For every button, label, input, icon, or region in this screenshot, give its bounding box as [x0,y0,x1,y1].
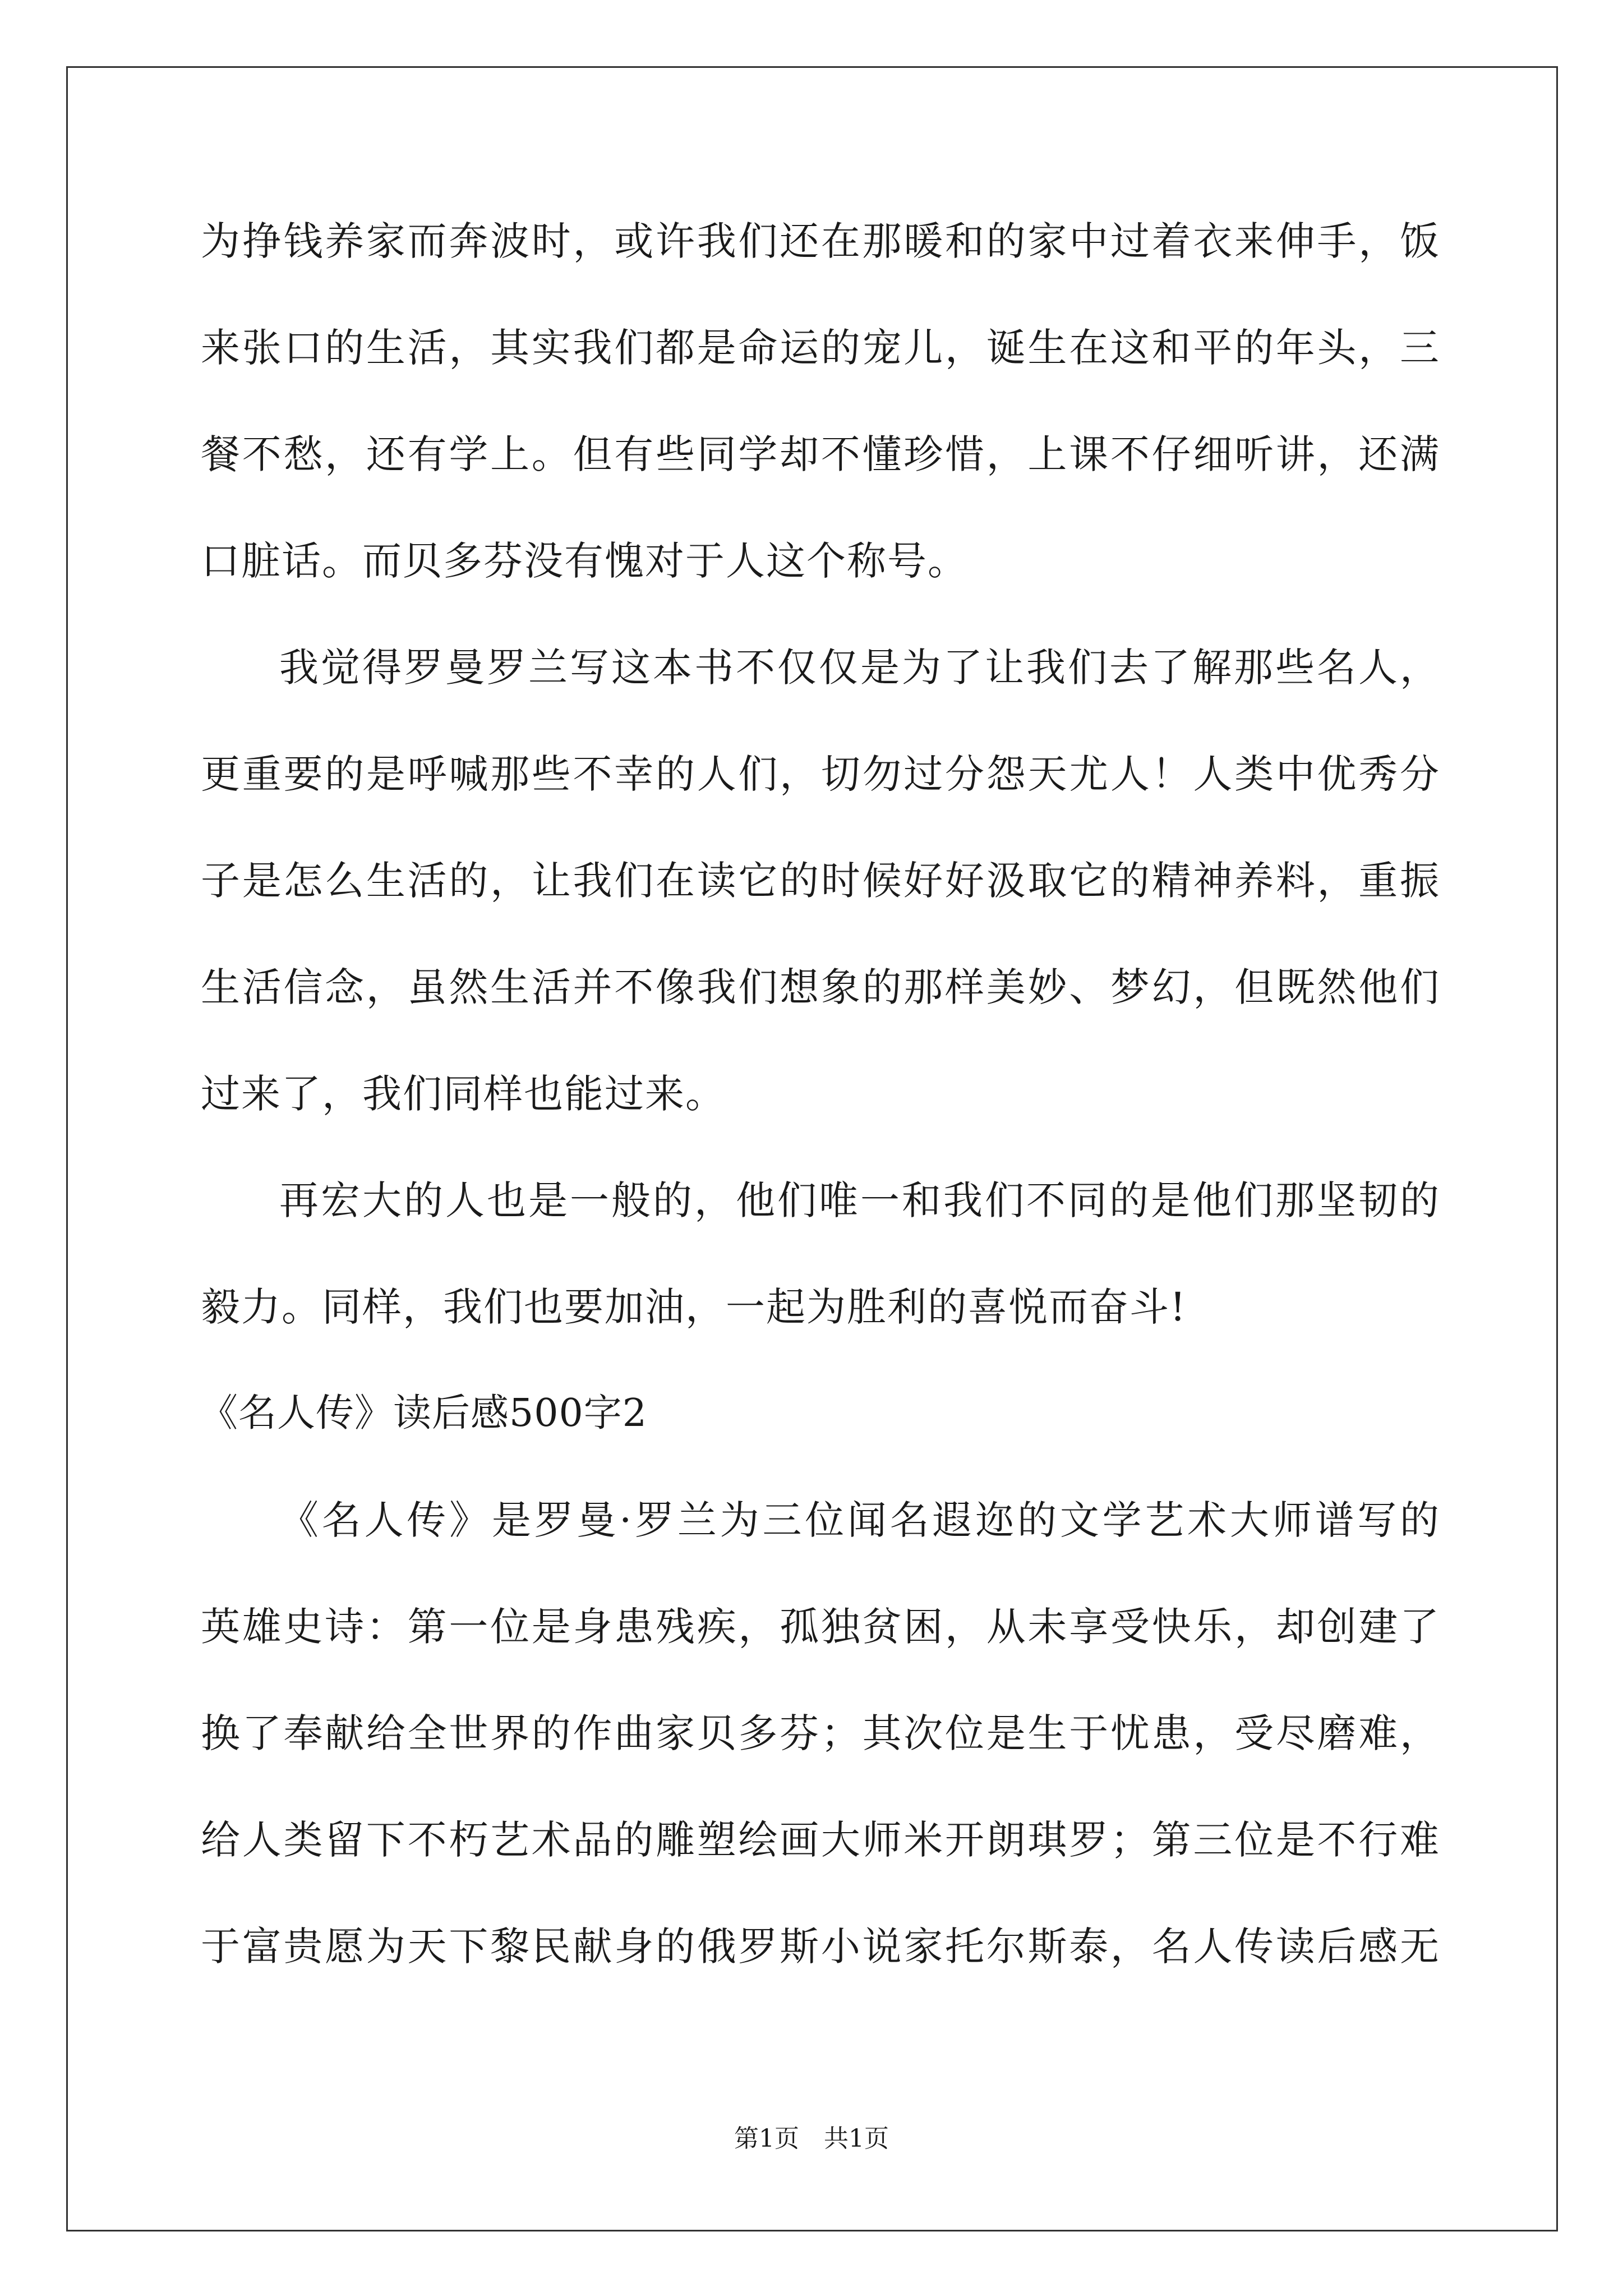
text-line: 换了奉献给全世界的作曲家贝多芬；其次位是生于忧患，受尽磨难， [201,1710,1440,1756]
page-border [66,66,1558,2231]
page-number: 第1页 [734,2124,799,2153]
text-line: 给人类留下不朽艺术品的雕塑绘画大师米开朗琪罗；第三位是不行难 [201,1817,1440,1863]
text-line: 于富贵愿为天下黎民献身的俄罗斯小说家托尔斯泰，名人传读后感无 [201,1924,1440,1970]
section-heading: 《名人传》读后感500字2 [200,1391,648,1435]
text-line: 过来了，我们同样也能过来。 [201,1071,726,1117]
page-total: 共1页 [824,2124,889,2153]
paragraph-first-line: 《名人传》是罗曼·罗兰为三位闻名遐迩的文学艺术大师谱写的 [279,1497,1440,1543]
text-line: 餐不愁，还有学上。但有些同学却不懂珍惜，上课不仔细听讲，还满 [201,431,1440,477]
paragraph-first-line: 再宏大的人也是一般的，他们唯一和我们不同的是他们那坚韧的 [279,1177,1440,1223]
text-line: 更重要的是呼喊那些不幸的人们，切勿过分怨天尤人！人类中优秀分 [201,751,1440,797]
paragraph-first-line: 我觉得罗曼罗兰写这本书不仅仅是为了让我们去了解那些名人， [279,645,1440,691]
text-line: 为挣钱养家而奔波时，或许我们还在那暖和的家中过着衣来伸手，饭 [201,218,1440,264]
page-footer [0,2122,1623,2156]
text-line: 毅力。同样，我们也要加油，一起为胜利的喜悦而奋斗! [201,1284,1187,1330]
text-line: 口脏话。而贝多芬没有愧对于人这个称号。 [201,538,968,584]
text-line: 来张口的生活，其实我们都是命运的宠儿，诞生在这和平的年头，三 [201,325,1440,371]
text-line: 子是怎么生活的，让我们在读它的时候好好汲取它的精神养料，重振 [201,858,1440,904]
text-line: 英雄史诗：第一位是身患残疾，孤独贫困，从未享受快乐，却创建了 [201,1604,1440,1650]
text-line: 生活信念，虽然生活并不像我们想象的那样美妙、梦幻，但既然他们 [201,964,1440,1010]
